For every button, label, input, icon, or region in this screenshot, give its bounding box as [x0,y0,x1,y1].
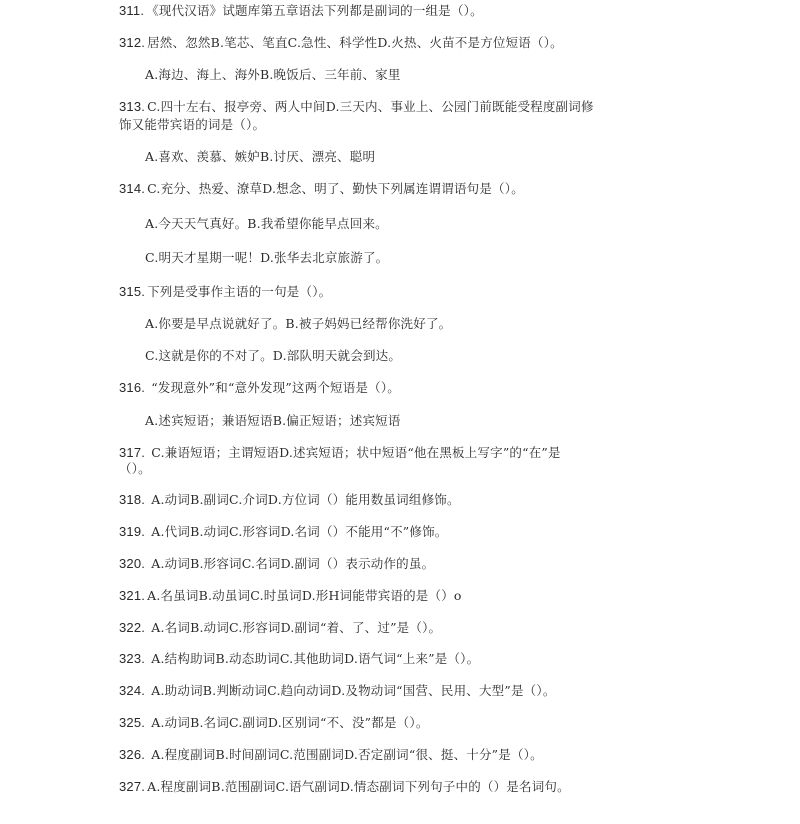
question-text: 下列是受事作主语的一句是（）。 [147,284,332,299]
question-325 [119,715,429,731]
option-text: A.述宾短语；兼语短语B.偏正短语；述宾短语 [145,413,401,428]
question-number: 324. [119,683,146,698]
question-number: 317. [119,445,146,460]
option-line [145,67,401,83]
option-text: A.海边、海上、海外B.晚饭后、三年前、家里 [145,67,401,82]
question-number: 314. [119,181,146,196]
question-text: C.充分、热爱、潦草D.想念、明了、勤快下列属连谓谓语句是（）。 [147,181,524,196]
option-text: C.这就是你的不对了。D.部队明天就会到达。 [145,348,402,363]
question-text: A.代词B.动词C.形容词D.名词（）不能用“不”修饰。 [147,524,448,539]
question-314 [119,181,524,197]
question-text: C.兼语短语；主谓短语D.述宾短语；状中短语“他在黑板上写字”的“在”是 [147,445,561,460]
question-315 [119,284,331,300]
question-text: 《现代汉语》试题库第五章语法下列都是副词的一组是（）。 [146,3,483,18]
question-number: 313. [119,99,146,114]
question-text: A.动词B.名词C.副词D.区别词“不、没”都是（）。 [147,715,429,730]
question-320 [119,556,434,572]
option-line [145,348,401,364]
option-line [145,250,388,266]
question-321 [119,588,462,604]
question-322 [119,620,441,636]
question-319 [119,524,447,540]
question-number: 315. [119,284,146,299]
question-326 [119,747,543,763]
option-text: A.你要是早点说就好了。B.被子妈妈已经帮你洗好了。 [145,316,452,331]
question-number: 318. [119,492,146,507]
question-324 [119,683,556,699]
question-continuation [119,117,265,133]
question-317 [119,445,561,461]
question-311 [119,3,483,19]
option-line [145,316,451,332]
question-text: A.程度副词B.范围副词C.语气副词D.情态副词下列句子中的（）是名词句。 [147,779,570,794]
question-text: A.名虽词B.动虽词C.时虽词D.形H词能带宾语的是（）o [147,588,462,603]
question-313 [119,99,594,115]
option-text: A.喜欢、羡慕、嫉妒B.讨厌、漂亮、聪明 [145,149,376,164]
option-line [145,216,388,232]
question-318 [119,492,460,508]
question-323 [119,651,479,667]
question-text: 饰又能带宾语的词是（）。 [119,117,266,132]
option-line [145,413,401,429]
option-text: A.今天天气真好。B.我希望你能早点回来。 [145,216,388,231]
question-text: A.结构助词B.动态助词C.其他助词D.语气词“上来”是（）。 [147,651,480,666]
question-text: A.动词B.形容词C.名词D.副词（）表示动作的虽。 [147,556,435,571]
question-number: 320. [119,556,146,571]
question-text: C.四十左右、报亭旁、两人中间D.三天内、事业上、公园门前既能受程度副词修 [147,99,594,114]
question-text: A.助动词B.判断动词C.趋向动词D.及物动词“国营、民用、大型”是（）。 [147,683,556,698]
question-text: A.动词B.副词C.介词D.方位词（）能用数虽词组修饰。 [147,492,460,507]
option-text: C.明天才星期一呢！D.张华去北京旅游了。 [145,250,389,265]
question-number: 311. [119,3,145,18]
question-text: “发现意外”和“意外发现”这两个短语是（）。 [147,380,400,395]
question-number: 325. [119,715,146,730]
question-text: A.程度副词B.时间副词C.范围副词D.否定副词“很、挺、十分”是（）。 [147,747,543,762]
question-number: 326. [119,747,146,762]
question-number: 322. [119,620,146,635]
question-text: A.名词B.动词C.形容词D.副词“着、了、过”是（）。 [147,620,442,635]
question-continuation [119,461,151,477]
question-number: 312. [119,35,146,50]
question-number: 323. [119,651,146,666]
option-line [145,149,375,165]
question-number: 316. [119,380,146,395]
question-327 [119,779,570,795]
question-312 [119,35,563,51]
question-text: （）。 [119,461,151,476]
question-number: 327. [119,779,146,794]
question-number: 321. [119,588,146,603]
question-number: 319. [119,524,146,539]
question-text: 居然、忽然B.笔芯、笔直C.急性、科学性D.火热、火苗不是方位短语（）。 [147,35,563,50]
question-316 [119,380,400,396]
